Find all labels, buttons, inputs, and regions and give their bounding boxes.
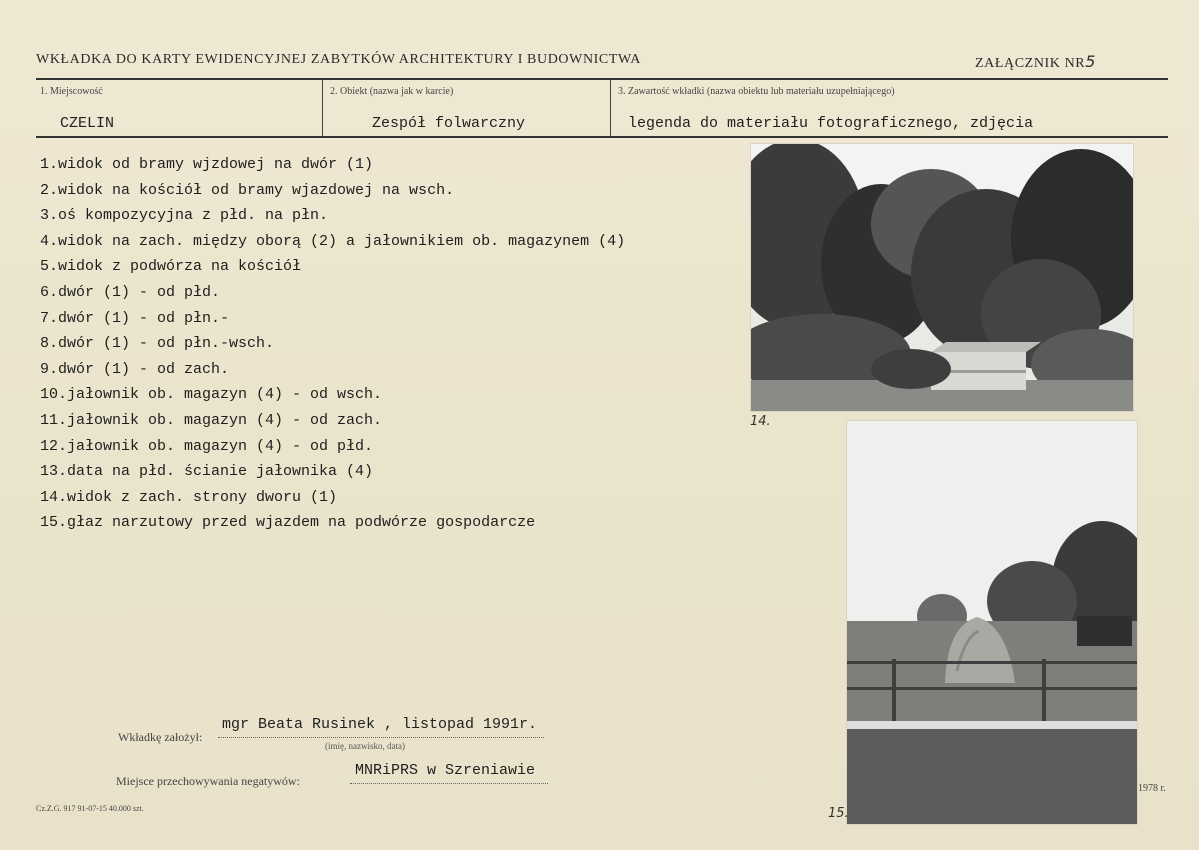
legend-item: 4.widok na zach. między oborą (2) a jałownikiem ob. magazynem (4) (40, 232, 626, 250)
legend-item: 9.dwór (1) - od zach. (40, 360, 230, 378)
legend-item: 3.oś kompozycyjna z płd. na płn. (40, 207, 329, 225)
legend-item: 2.widok na kościół od bramy wjazdowej na wsch. (40, 181, 455, 199)
field-label-locality: 1. Miejscowość (40, 86, 103, 97)
form-year: 1978 r. (1138, 783, 1166, 794)
legend-item: 11.jałownik ob. magazyn (4) - od zach. (40, 411, 383, 429)
author-value: mgr Beata Rusinek , listopad 1991r. (222, 716, 538, 733)
legend-item: 1.widok od bramy wjzdowej na dwór (1) (40, 156, 374, 173)
photo-manor-west-view (750, 143, 1134, 412)
header-rule-top (36, 78, 1168, 80)
author-dotted-line (218, 737, 544, 738)
author-note: (imię, nazwisko, data) (325, 741, 405, 751)
field-label-contents: 3. Zawartość wkładki (nazwa obiektu lub materiału uzupełniającego) (618, 86, 895, 97)
header-rule-bottom (36, 136, 1168, 138)
photo-15-image (847, 421, 1137, 824)
photo-14-image (751, 144, 1133, 411)
field-value-object: Zespół folwarczny (372, 115, 526, 132)
form-title: WKŁADKA DO KARTY EWIDENCYJNEJ ZABYTKÓW ARCHITEKTURY I BUDOWNICTWA (36, 52, 641, 67)
legend-item: 7.dwór (1) - od płn.- (40, 309, 230, 327)
legend-item: 14.widok z zach. strony dworu (1) (40, 488, 338, 506)
photo-number-14: 14. (750, 414, 771, 429)
storage-value: MNRiPRS w Szreniawie (355, 762, 536, 779)
photo-legend-list (40, 152, 625, 536)
author-label: Wkładkę założył: (118, 730, 203, 744)
photo-erratic-boulder (846, 420, 1138, 825)
storage-dotted-line (350, 783, 548, 784)
storage-label: Miejsce przechowywania negatywów: (116, 774, 300, 788)
annex-number: 5 (1085, 52, 1097, 71)
annex-label-text: ZAŁĄCZNIK NR (975, 56, 1086, 71)
photo-number-15: 15. (828, 806, 849, 821)
legend-item: 12.jałownik ob. magazyn (4) - od płd. (40, 437, 374, 455)
legend-item: 6.dwór (1) - od płd. (40, 283, 221, 301)
field-divider (322, 80, 323, 136)
field-value-locality: CZELIN (60, 115, 115, 132)
legend-item: 13.data na płd. ścianie jałownika (4) (40, 463, 374, 481)
legend-item: 8.dwór (1) - od płn.-wsch. (40, 335, 275, 353)
field-value-contents: legenda do materiału fotograficznego, zdjęcia (628, 115, 1034, 132)
legend-item: 10.jałownik ob. magazyn (4) - od wsch. (40, 386, 383, 404)
legend-item: 15.głaz narzutowy przed wjazdem na podwórze gospodarcze (40, 514, 536, 532)
field-divider (610, 80, 611, 136)
print-code: Cz.Z.G. 917 91-07-15 40.000 szt. (36, 804, 144, 813)
annex-label (975, 52, 1096, 72)
legend-item: 5.widok z podwórza na kościół (40, 258, 302, 276)
field-label-object: 2. Obiekt (nazwa jak w karcie) (330, 86, 454, 97)
